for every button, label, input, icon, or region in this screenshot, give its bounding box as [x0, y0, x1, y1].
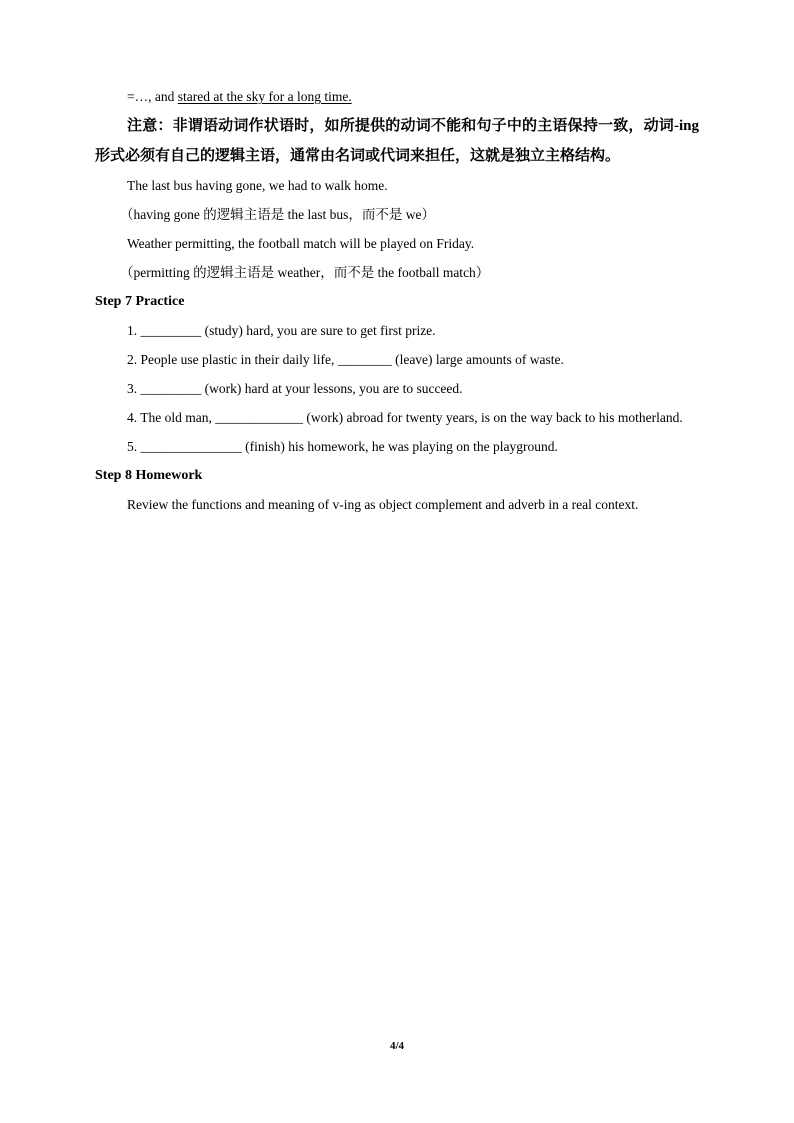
- answer-blank[interactable]: _________: [140, 381, 202, 396]
- example-explanation-1: （having gone 的逻辑主语是 the last bus，而不是 we）: [120, 207, 435, 222]
- page-number: 4/4: [389, 1040, 405, 1052]
- item-text-before: People use plastic in their daily life,: [140, 352, 338, 367]
- item-number: 5.: [127, 439, 141, 454]
- item-number: 2.: [127, 352, 141, 367]
- practice-item-2: [95, 345, 699, 374]
- practice-item-5: [95, 432, 699, 461]
- practice-item-4: [95, 403, 699, 432]
- grammar-note: 注意：非谓语动词作状语时，如所提供的动词不能和句子中的主语保持一致，动词-ing形式必须有自己的逻辑主语，通常由名词或代词来担任，这就是独立主格结构。: [95, 118, 699, 164]
- answer-blank[interactable]: _____________: [215, 410, 303, 425]
- answer-blank[interactable]: _________: [140, 323, 202, 338]
- homework-heading: Step 8 Homework: [95, 468, 203, 483]
- answer-blank[interactable]: ________: [337, 352, 392, 367]
- document-body: [95, 82, 699, 519]
- item-text: (finish) his homework, he was playing on the playground.: [241, 439, 558, 454]
- intro-underlined-text: stared at the sky for a long time.: [177, 89, 352, 104]
- example-sentence-1: The last bus having gone, we had to walk home.: [127, 178, 388, 193]
- homework-text: Review the functions and meaning of v-ing as object complement and adverb in a real context.: [127, 497, 639, 512]
- item-number: 1.: [127, 323, 141, 338]
- practice-heading: Step 7 Practice: [95, 294, 185, 309]
- example-sentence-2: Weather permitting, the football match will be played on Friday.: [127, 236, 475, 251]
- answer-blank[interactable]: _______________: [140, 439, 242, 454]
- example-explanation-2: （permitting 的逻辑主语是 weather，而不是 the football match）: [120, 265, 490, 280]
- practice-item-1: [95, 316, 699, 345]
- item-text: (work) abroad for twenty years, is on the way back to his motherland.: [303, 410, 683, 425]
- item-text-before: The old man,: [140, 410, 216, 425]
- item-number: 4.: [127, 410, 141, 425]
- item-text: (work) hard at your lessons, you are to succeed.: [201, 381, 463, 396]
- practice-item-3: [95, 374, 699, 403]
- intro-prefix: =…, and: [127, 89, 178, 104]
- item-text: (leave) large amounts of waste.: [391, 352, 564, 367]
- item-number: 3.: [127, 381, 141, 396]
- intro-line: [95, 82, 699, 111]
- item-text: (study) hard, you are sure to get first prize.: [201, 323, 436, 338]
